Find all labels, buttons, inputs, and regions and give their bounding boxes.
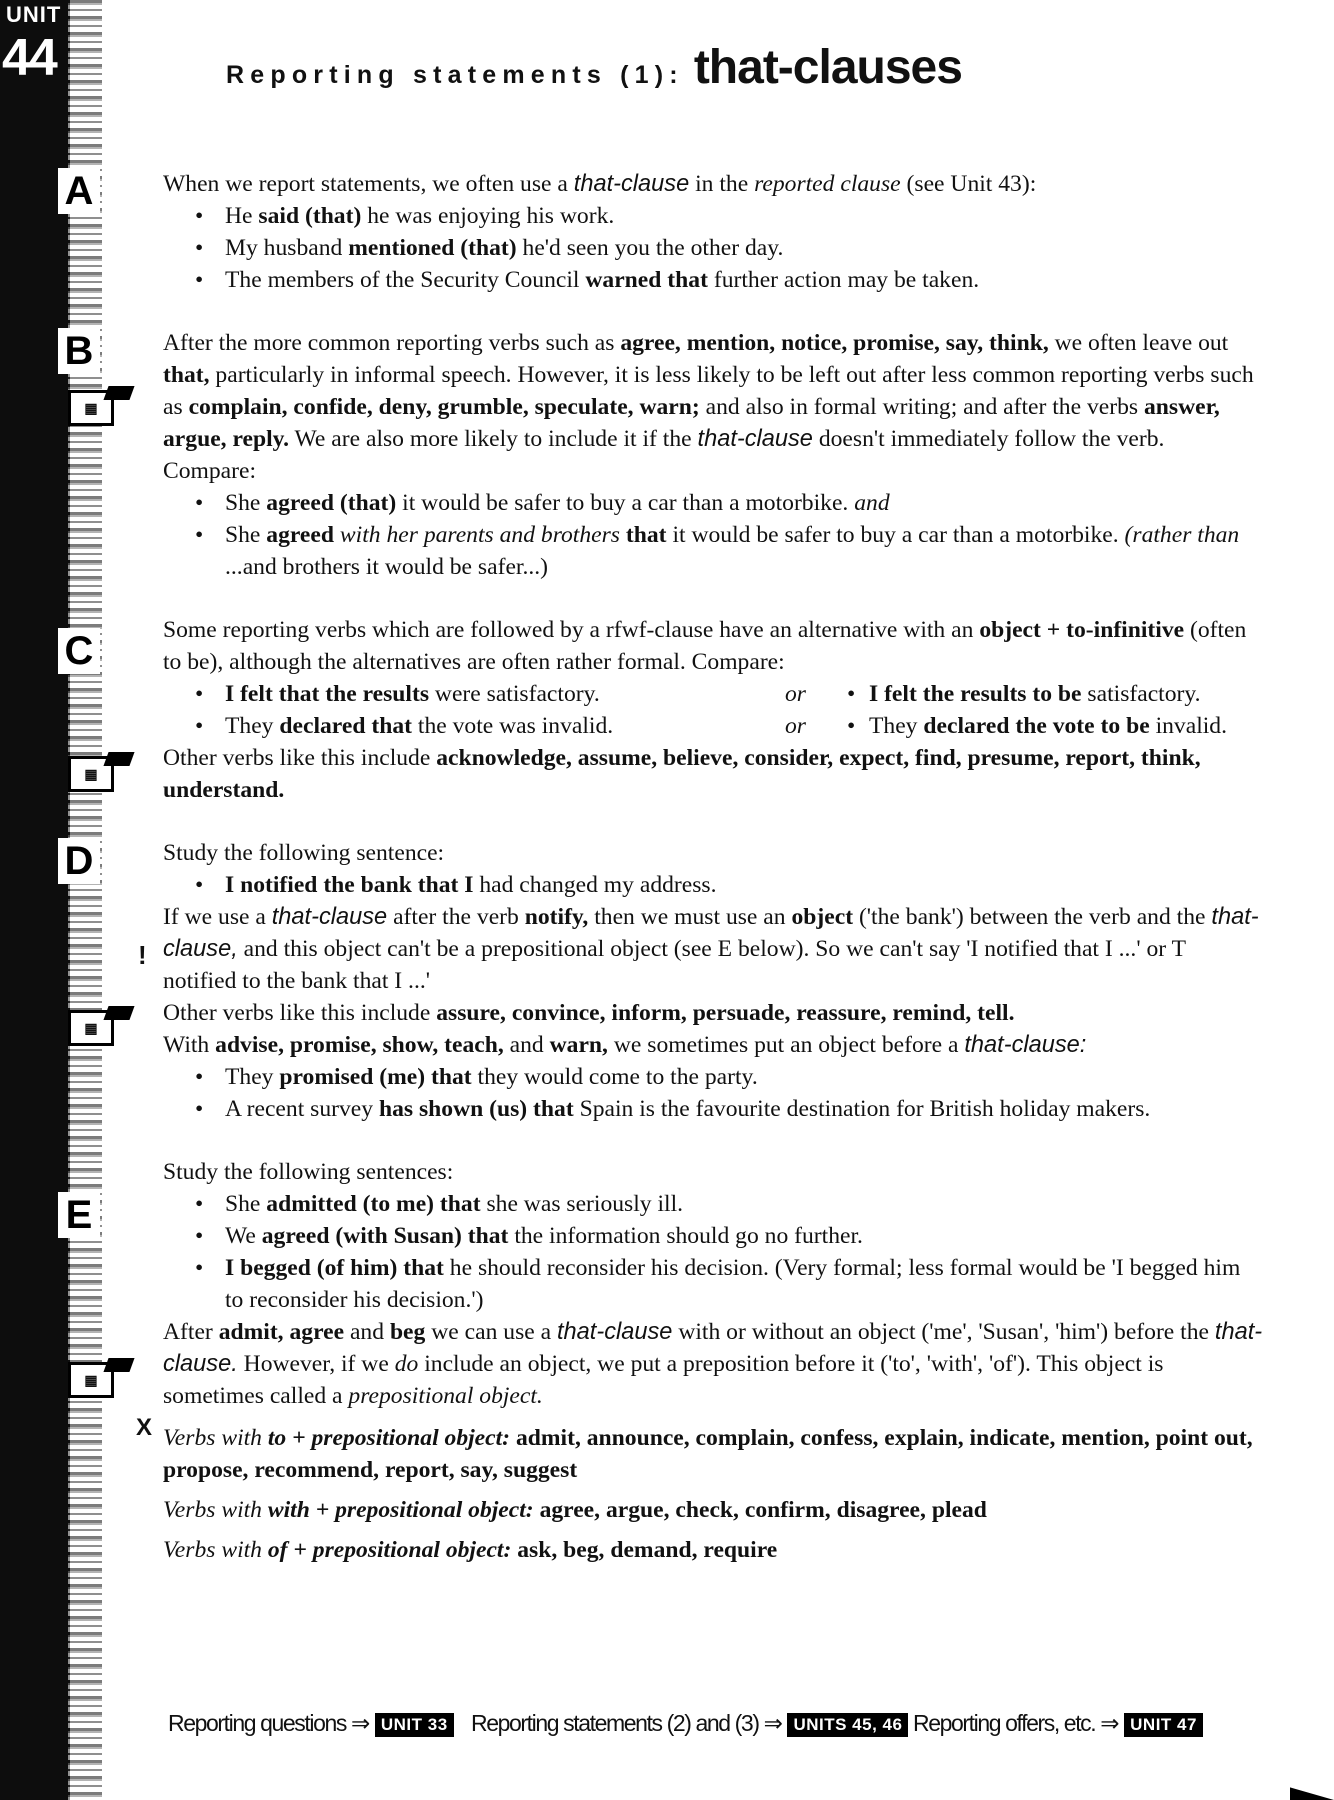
example-bullet: • She agreed with her parents and brothers that it would be safer to buy a car than a motorbike. (rather than ...and brothers it would be safer...) xyxy=(163,519,1263,583)
comparison-row xyxy=(163,678,1263,710)
comparison-row xyxy=(163,710,1263,742)
example-bullet: • They declared that the vote was invalid. xyxy=(163,710,785,742)
example-bullet: • They promised (me) that they would come to the party. xyxy=(163,1061,1263,1093)
section-letter-a: A xyxy=(58,168,100,214)
section-c xyxy=(163,614,1263,806)
example-bullet: • A recent survey has shown (us) that Spain is the favourite destination for British holiday makers. xyxy=(163,1093,1263,1125)
section-b-text: After the more common reporting verbs such as agree, mention, notice, promise, say, think, we often leave out that, particularly in informal speech. However, it is less likely to be left out after less common reporting verbs such as complain, confide, deny, grumble, speculate, warn; and also in formal writing; and after the verbs answer, argue, reply. We are also more likely to include it if the that-clause doesn't immediately follow the verb. Compare: xyxy=(163,330,1254,484)
unit-spine xyxy=(0,0,70,1800)
verb-list-of: Verbs with of + prepositional object: ask, beg, demand, require xyxy=(163,1537,778,1563)
exercise-book-icon: ▦ xyxy=(66,752,136,788)
unit-badge: UNIT 47 xyxy=(1124,1713,1203,1737)
footer-link-reporting-statements[interactable]: Reporting statements (2) and (3) ⇒ UNITS 45, 46 xyxy=(471,1710,908,1737)
section-e xyxy=(163,1156,1263,1412)
example-bullet: • We agreed (with Susan) that the information should go no further. xyxy=(163,1220,1263,1252)
section-d xyxy=(163,837,1263,1125)
example-bullet: • She agreed (that) it would be safer to buy a car than a motorbike. and xyxy=(163,487,1263,519)
section-e-text: After admit, agree and beg we can use a that-clause with or without an object ('me', 'Susan', 'him') before the that-clause. However, if we do include an object, we put a preposition before it ('to', 'with', 'of'). This object is sometimes called a prepositional object. xyxy=(163,1319,1263,1409)
section-letter-c: C xyxy=(58,628,100,674)
example-bullet: • The members of the Security Council warned that further action may be taken. xyxy=(163,264,1263,296)
section-c-other-verbs: Other verbs like this include acknowledge, assume, believe, consider, expect, find, presume, report, think, understand. xyxy=(163,745,1201,803)
or-label: or xyxy=(785,681,806,707)
footer-link-reporting-offers[interactable]: Reporting offers, etc. ⇒ UNIT 47 xyxy=(913,1710,1203,1737)
section-letter-d: D xyxy=(58,838,100,884)
section-a xyxy=(163,168,1263,296)
exercise-book-icon: ▦ xyxy=(66,1358,136,1394)
unit-badge: UNIT 33 xyxy=(375,1713,454,1737)
page-title xyxy=(226,40,962,95)
preposition-verb-lists xyxy=(163,1422,1263,1566)
verb-list-to: Verbs with to + prepositional object: admit, announce, complain, confess, explain, indicate, mention, point out, propose, recommend, report, say, suggest xyxy=(163,1425,1253,1483)
section-b xyxy=(163,327,1263,583)
section-c-text: Some reporting verbs which are followed by a rfwf-clause have an alternative with an object + to-infinitive (often to be), although the alternatives are often rather formal. Compare: xyxy=(163,617,1247,675)
section-d-intro: Study the following sentence: xyxy=(163,840,445,866)
example-bullet: • My husband mentioned (that) he'd seen you the other day. xyxy=(163,232,1263,264)
example-bullet: • I begged (of him) that he should reconsider his decision. (Very formal; less formal would be 'I begged him to reconsider his decision.') xyxy=(163,1252,1263,1316)
cross-reference-footer xyxy=(168,1710,1268,1750)
error-mark-icon: X xyxy=(136,1414,153,1441)
warning-mark-icon: ! xyxy=(138,940,147,970)
section-a-text: When we report statements, we often use a that-clause in the reported clause (see Unit 43): xyxy=(163,171,1037,197)
example-bullet: • She admitted (to me) that she was seriously ill. xyxy=(163,1188,1263,1220)
unit-number: 44 xyxy=(2,29,56,87)
title-lead: Reporting statements (1): xyxy=(226,61,684,89)
section-letter-e: E xyxy=(58,1192,100,1238)
example-bullet: • They declared the vote to be invalid. xyxy=(845,710,1227,742)
section-d-text: If we use a that-clause after the verb notify, then we must use an object ('the bank') between the verb and the that-clause, and this object can't be a prepositional object (see E below). So we can't say 'I notified that I ...' or T notified to the bank that I ...' xyxy=(163,904,1259,994)
page-corner-mark xyxy=(1290,1782,1334,1800)
section-letter-b: B xyxy=(58,328,100,374)
section-d-other-verbs: Other verbs like this include assure, convince, inform, persuade, reassure, remind, tell. xyxy=(163,1000,1015,1026)
footer-link-reporting-questions[interactable]: Reporting questions ⇒ UNIT 33 xyxy=(168,1710,454,1737)
exercise-book-icon: ▦ xyxy=(66,1006,136,1042)
spine-halftone-edge xyxy=(68,0,102,1800)
unit-content xyxy=(163,168,1263,1574)
section-e-intro: Study the following sentences: xyxy=(163,1159,454,1185)
unit-badge: UNITS 45, 46 xyxy=(787,1713,908,1737)
exercise-book-icon: ▦ xyxy=(66,386,136,422)
title-main: that-clauses xyxy=(693,41,962,94)
example-bullet: • I felt that the results were satisfactory. xyxy=(163,678,785,710)
example-bullet: • He said (that) he was enjoying his work. xyxy=(163,200,1263,232)
example-bullet: • I notified the bank that I had changed my address. xyxy=(163,869,1263,901)
section-d-with-text: With advise, promise, show, teach, and warn, we sometimes put an object before a that-clause: xyxy=(163,1032,1087,1058)
example-bullet: • I felt the results to be satisfactory. xyxy=(845,678,1201,710)
or-label: or xyxy=(785,713,806,739)
unit-label: UNIT xyxy=(6,2,62,27)
verb-list-with: Verbs with with + prepositional object: agree, argue, check, confirm, disagree, plead xyxy=(163,1497,987,1523)
